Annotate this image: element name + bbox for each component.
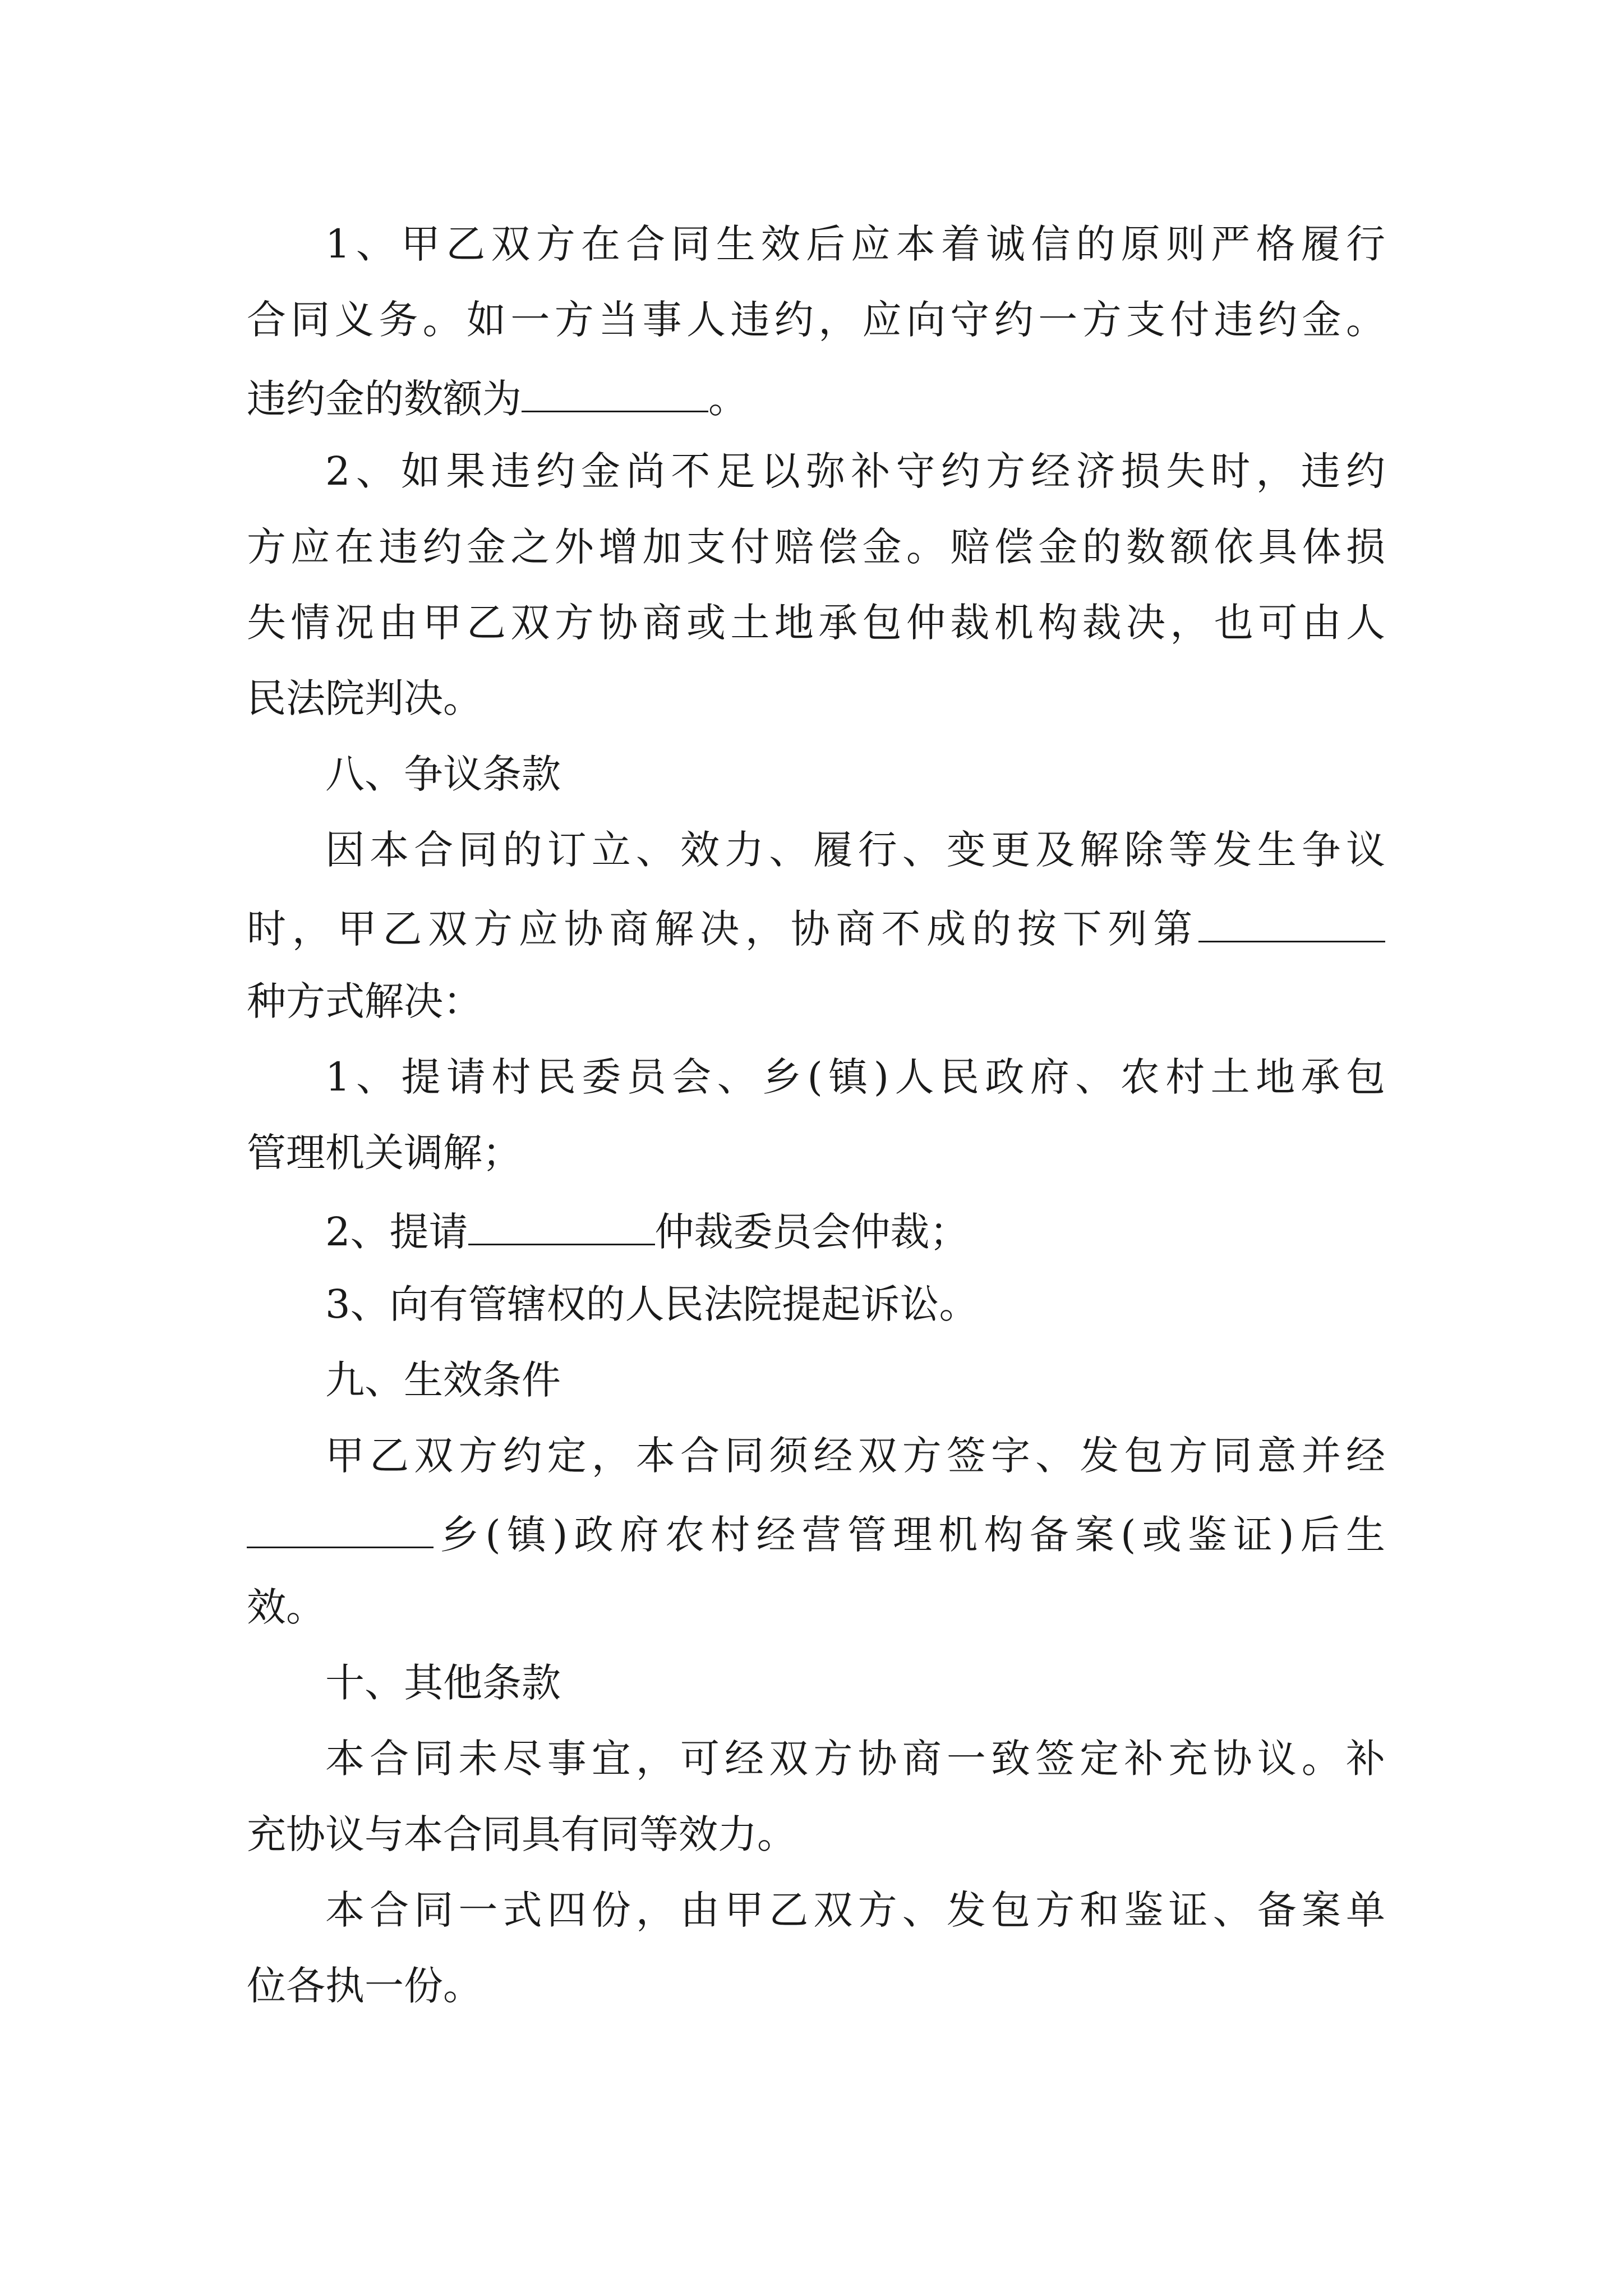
text-line-1: 1、甲乙双方在合同生效后应本着诚信的原则严格履行 bbox=[325, 221, 1385, 267]
text-line-22: 充协议与本合同具有同等效力。 bbox=[247, 1811, 796, 1857]
text-line-19: 效。 bbox=[247, 1584, 325, 1630]
text-line-23: 本合同一式四份，由甲乙双方、发包方和鉴证、备案单 bbox=[325, 1887, 1385, 1933]
section-heading-8: 八、争议条款 bbox=[325, 751, 561, 797]
text-line-5: 方应在违约金之外增加支付赔偿金。赔偿金的数额依具体损 bbox=[247, 524, 1385, 570]
text-line-2: 合同义务。如一方当事人违约，应向守约一方支付违约金。 bbox=[247, 297, 1385, 343]
text-line-13: 管理机关调解； bbox=[247, 1130, 522, 1176]
text-line-7: 民法院判决。 bbox=[247, 675, 482, 721]
fill-in-blank bbox=[522, 370, 708, 412]
fill-in-blank bbox=[247, 1506, 434, 1548]
text-line-18: 乡(镇)政府农村经营管理机构备案(或鉴证)后生 bbox=[247, 1506, 1385, 1557]
text-line-24: 位各执一份。 bbox=[247, 1963, 482, 2009]
fill-in-blank bbox=[1198, 900, 1385, 942]
text-line-11: 种方式解决： bbox=[247, 978, 482, 1024]
text-line-9: 因本合同的订立、效力、履行、变更及解除等发生争议 bbox=[325, 827, 1385, 873]
text-line-3: 违约金的数额为 。 bbox=[247, 370, 1385, 421]
text-line-6: 失情况由甲乙双方协商或土地承包仲裁机构裁决，也可由人 bbox=[247, 600, 1385, 646]
text-line-17: 甲乙双方约定，本合同须经双方签字、发包方同意并经 bbox=[325, 1433, 1385, 1479]
section-heading-10: 十、其他条款 bbox=[325, 1660, 561, 1706]
fill-in-blank bbox=[468, 1203, 655, 1245]
text-line-14: 2、提请 仲裁委员会仲裁； bbox=[325, 1203, 1385, 1254]
section-heading-9: 九、生效条件 bbox=[325, 1357, 561, 1403]
text-line-15: 3、向有管辖权的人民法院提起诉讼。 bbox=[325, 1281, 979, 1327]
text-line-21: 本合同未尽事宜，可经双方协商一致签定补充协议。补 bbox=[325, 1736, 1385, 1782]
text-line-4: 2、如果违约金尚不足以弥补守约方经济损失时，违约 bbox=[325, 448, 1385, 494]
text-line-12: 1、提请村民委员会、乡(镇)人民政府、农村土地承包 bbox=[325, 1054, 1385, 1100]
text-line-10: 时，甲乙双方应协商解决，协商不成的按下列第 bbox=[247, 900, 1385, 951]
